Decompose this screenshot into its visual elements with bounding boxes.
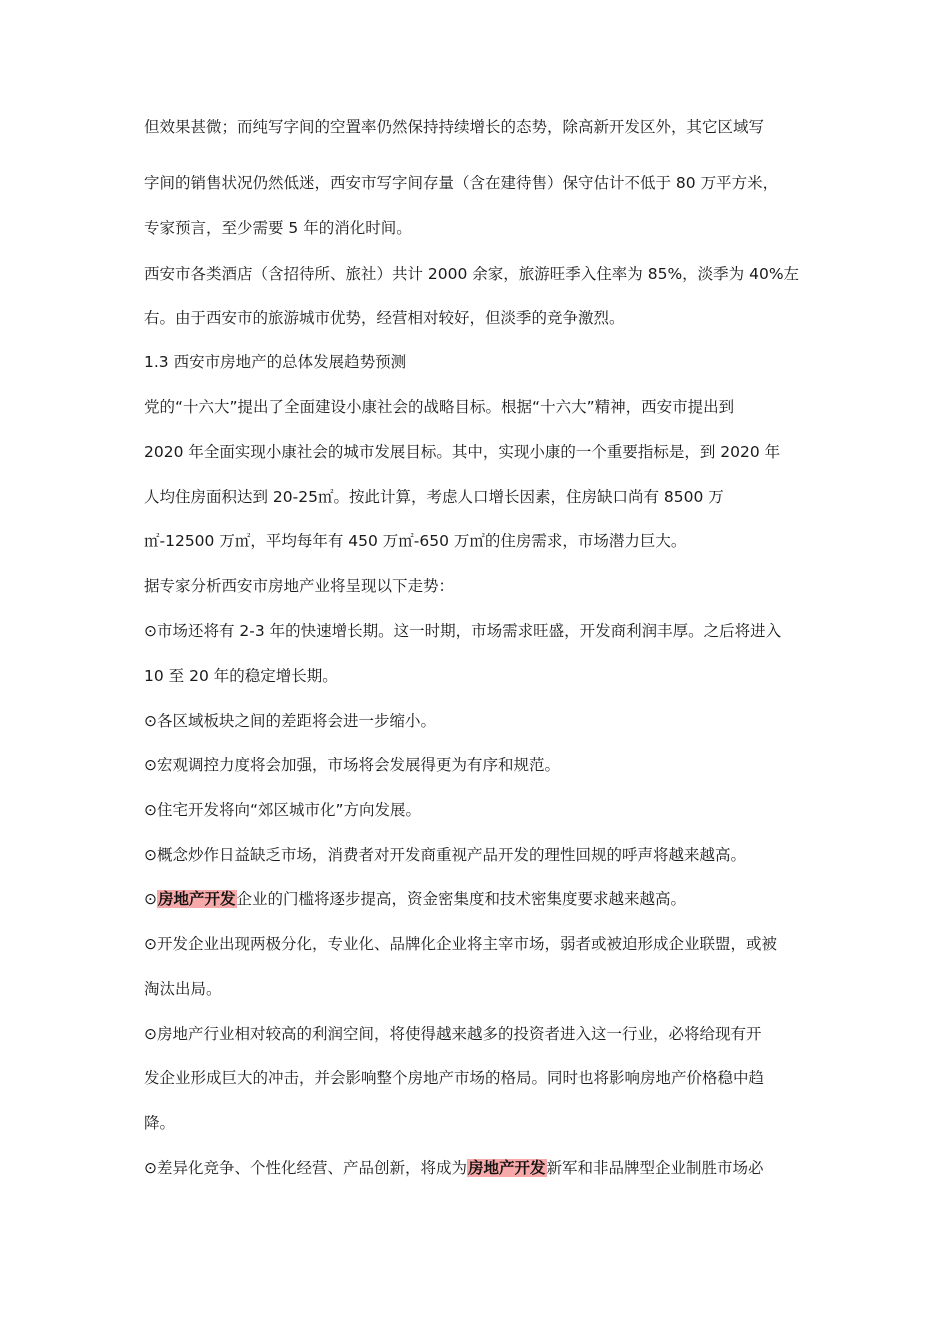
bullet-line: ⊙宏观调控力度将会加强，市场将会发展得更为有序和规范。 xyxy=(144,756,560,774)
line-prefix: ⊙差异化竞争、个性化经营、产品创新，将成为 xyxy=(144,1159,467,1177)
text-line: 西安市各类酒店（含招待所、旅社）共计 2000 余家，旅游旺季入住率为 85%，淡季为 40%左 xyxy=(144,265,800,283)
text-line: 专家预言，至少需要 5 年的消化时间。 xyxy=(144,219,412,237)
text-line: 10 至 20 年的稳定增长期。 xyxy=(144,667,338,685)
text-line: 据专家分析西安市房地产业将呈现以下走势： xyxy=(144,577,455,595)
bullet-line: ⊙各区域板块之间的差距将会进一步缩小。 xyxy=(144,712,436,730)
text-line: 人均住房面积达到 20-25㎡。按此计算，考虑人口增长因素，住房缺口尚有 8500 万 xyxy=(144,488,724,506)
bullet-line: ⊙住宅开发将向“郊区城市化”方向发展。 xyxy=(144,801,422,819)
text-line: 党的“十六大”提出了全面建设小康社会的战略目标。根据“十六大”精神，西安市提出到 xyxy=(144,398,735,416)
line-suffix: 新军和非品牌型企业制胜市场必 xyxy=(546,1159,764,1177)
text-line: 发企业形成巨大的冲击，并会影响整个房地产市场的格局。同时也将影响房地产价格稳中趋 xyxy=(144,1069,765,1087)
bullet-line: ⊙开发企业出现两极分化，专业化、品牌化企业将主宰市场，弱者或被迫形成企业联盟，或被 xyxy=(144,935,777,953)
text-line: 右。由于西安市的旅游城市优势，经营相对较好，但淡季的竞争激烈。 xyxy=(144,309,625,327)
bullet-line: ⊙市场还将有 2-3 年的快速增长期。这一时期，市场需求旺盛，开发商利润丰厚。之后将进入 xyxy=(144,622,782,640)
bullet-line-highlighted xyxy=(144,888,686,910)
text-line: ㎡-12500 万㎡，平均每年有 450 万㎡-650 万㎡的住房需求，市场潜力巨大。 xyxy=(144,532,687,550)
bullet-prefix: ⊙ xyxy=(144,890,157,908)
text-line: 字间的销售状况仍然低迷，西安市写字间存量（含在建待售）保守估计不低于 80 万平方米， xyxy=(144,174,779,192)
text-line: 淘汰出局。 xyxy=(144,980,222,998)
keyword-highlight: 房地产开发 xyxy=(468,1159,546,1177)
keyword-highlight: 房地产开发 xyxy=(158,890,236,908)
text-line: 2020 年全面实现小康社会的城市发展目标。其中，实现小康的一个重要指标是，到 2020 年 xyxy=(144,443,781,461)
bullet-line-highlighted xyxy=(144,1157,764,1179)
text-line: 但效果甚微；而纯写字间的空置率仍然保持持续增长的态势，除高新开发区外，其它区域写 xyxy=(144,118,765,136)
bullet-line: ⊙房地产行业相对较高的利润空间，将使得越来越多的投资者进入这一行业，必将给现有开 xyxy=(144,1025,762,1043)
bullet-line: ⊙概念炒作日益缺乏市场，消费者对开发商重视产品开发的理性回规的呼声将越来越高。 xyxy=(144,846,746,864)
text-line: 降。 xyxy=(144,1114,176,1132)
line-suffix: 企业的门槛将逐步提高，资金密集度和技术密集度要求越来越高。 xyxy=(236,890,687,908)
section-heading: 1.3 西安市房地产的总体发展趋势预测 xyxy=(144,353,407,371)
